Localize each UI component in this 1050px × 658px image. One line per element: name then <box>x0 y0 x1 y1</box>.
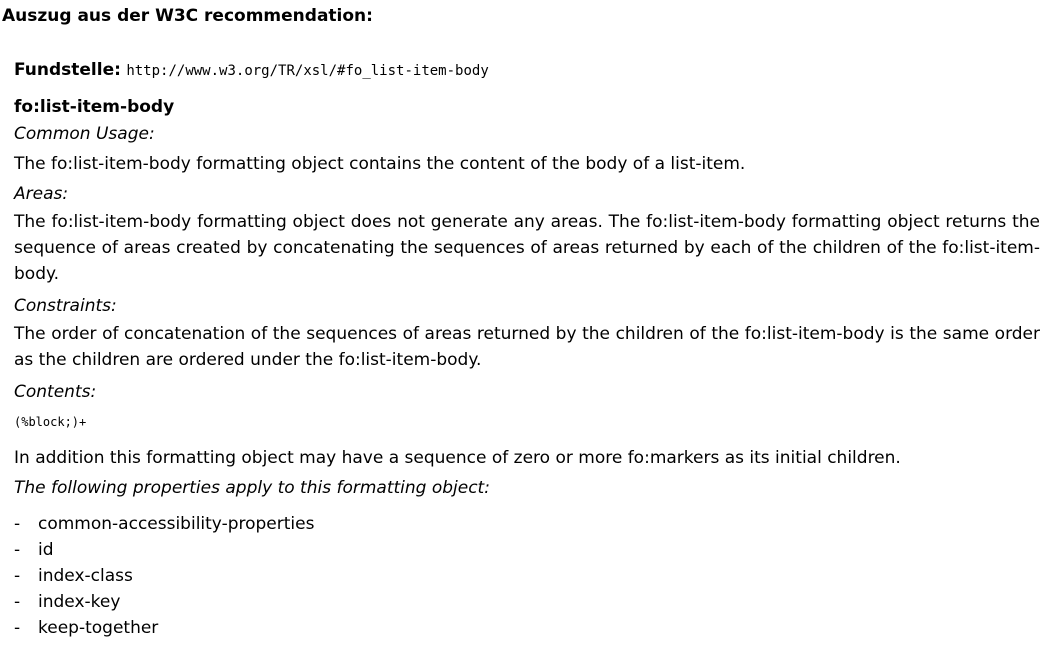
constraints-label: Constraints: <box>14 296 117 316</box>
common-usage-label: Common Usage: <box>14 124 155 144</box>
property-name: index-key <box>38 592 121 612</box>
property-name: keep-together <box>38 618 159 638</box>
list-item <box>14 615 1040 641</box>
property-name: index-class <box>38 566 133 586</box>
source-label: Fundstelle: <box>14 60 121 80</box>
list-marker: - <box>14 540 21 560</box>
list-marker: - <box>14 618 21 638</box>
list-item <box>14 537 1040 563</box>
list-item <box>14 563 1040 589</box>
areas-label: Areas: <box>14 184 69 204</box>
list-marker: - <box>14 566 21 586</box>
properties-label: The following properties apply to this formatting object: <box>14 478 490 498</box>
property-name: common-accessibility-properties <box>38 514 315 534</box>
source-url: http://www.w3.org/TR/xsl/#fo_list-item-body <box>126 63 489 79</box>
page-heading: Auszug aus der W3C recommendation: <box>2 6 373 26</box>
property-name: id <box>38 540 54 560</box>
contents-code: (%block;)+ <box>14 415 87 429</box>
contents-label: Contents: <box>14 382 97 402</box>
spec-excerpt <box>14 57 1040 641</box>
list-item <box>14 511 1040 537</box>
list-marker: - <box>14 592 21 612</box>
properties-list <box>14 511 1040 641</box>
common-usage-text: The fo:list-item-body formatting object contains the content of the body of a list-item. <box>14 154 746 174</box>
areas-text: The fo:list-item-body formatting object does not generate any areas. The fo:list-item-body formatting object returns the sequence of areas created by concatenating the sequences of areas returned by each of the children of the fo:list-item-body. <box>14 212 1040 284</box>
list-item <box>14 589 1040 615</box>
addition-text: In addition this formatting object may have a sequence of zero or more fo:markers as its initial children. <box>14 448 901 468</box>
element-title: fo:list-item-body <box>14 97 175 117</box>
constraints-text: The order of concatenation of the sequences of areas returned by the children of the fo:list-item-body is the same order as the children are ordered under the fo:list-item-body. <box>14 324 1040 370</box>
source-reference <box>14 57 1040 83</box>
list-marker: - <box>14 514 21 534</box>
